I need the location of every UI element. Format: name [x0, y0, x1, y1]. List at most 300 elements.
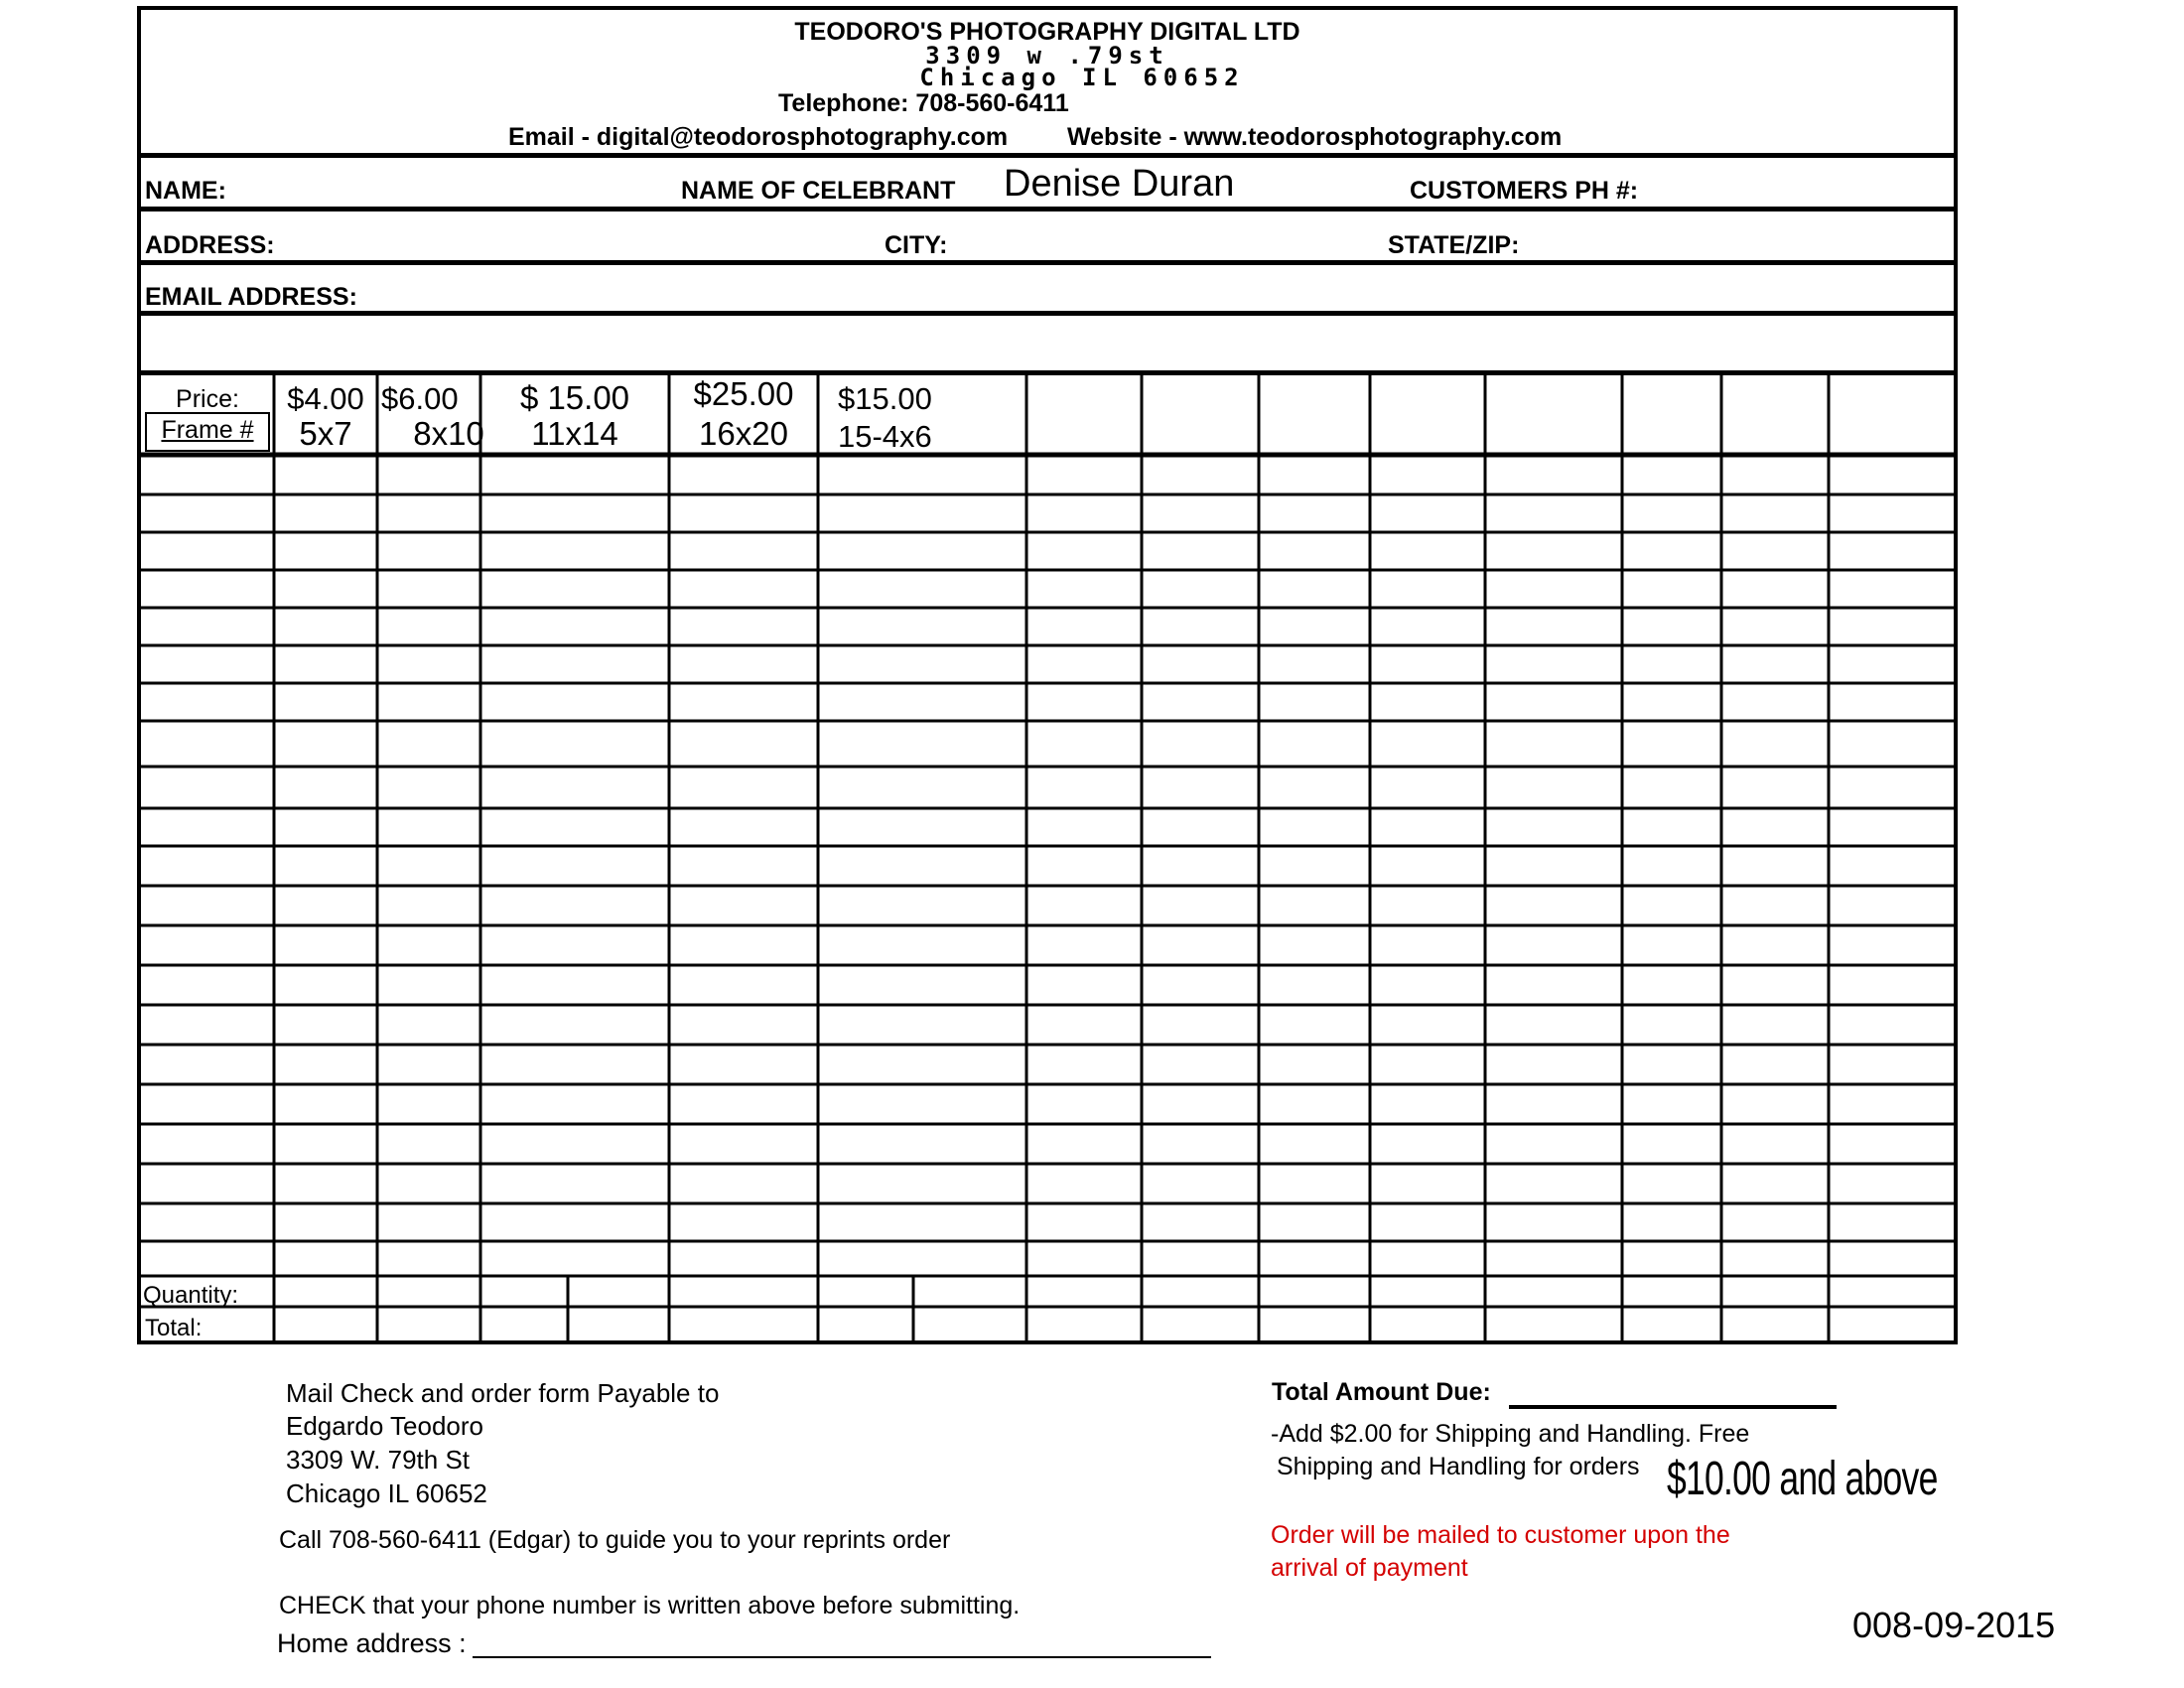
order-quantity-cell[interactable]	[1144, 1007, 1257, 1043]
order-quantity-cell[interactable]	[1624, 457, 1719, 492]
frame-number-cell[interactable]	[143, 647, 272, 681]
order-quantity-cell[interactable]	[1144, 769, 1257, 806]
order-quantity-cell[interactable]	[1028, 723, 1140, 765]
order-quantity-cell[interactable]	[1028, 1047, 1140, 1082]
order-quantity-cell[interactable]	[1372, 572, 1483, 606]
order-quantity-cell[interactable]	[482, 888, 667, 923]
order-quantity-cell[interactable]	[276, 534, 375, 568]
order-quantity-cell[interactable]	[1261, 1047, 1368, 1082]
order-quantity-cell[interactable]	[482, 496, 667, 530]
order-quantity-cell[interactable]	[482, 572, 667, 606]
order-quantity-cell[interactable]	[1624, 1243, 1719, 1274]
order-quantity-cell[interactable]	[482, 810, 667, 844]
order-quantity-cell[interactable]	[379, 967, 478, 1003]
order-quantity-cell[interactable]	[820, 1243, 1024, 1274]
order-quantity-cell[interactable]	[1144, 848, 1257, 884]
order-quantity-cell[interactable]	[671, 647, 816, 681]
order-quantity-cell[interactable]	[1831, 572, 1952, 606]
order-quantity-cell[interactable]	[1831, 888, 1952, 923]
order-quantity-cell[interactable]	[379, 1243, 478, 1274]
frame-number-cell[interactable]	[143, 1243, 272, 1274]
order-quantity-cell[interactable]	[379, 888, 478, 923]
order-quantity-cell[interactable]	[1028, 927, 1140, 963]
order-quantity-cell[interactable]	[1372, 927, 1483, 963]
order-quantity-cell[interactable]	[1831, 1243, 1952, 1274]
order-quantity-cell[interactable]	[671, 888, 816, 923]
order-quantity-cell[interactable]	[1261, 457, 1368, 492]
order-quantity-cell[interactable]	[1144, 1047, 1257, 1082]
order-quantity-cell[interactable]	[671, 534, 816, 568]
order-quantity-cell[interactable]	[1028, 496, 1140, 530]
order-quantity-cell[interactable]	[1028, 888, 1140, 923]
order-quantity-cell[interactable]	[379, 685, 478, 719]
order-quantity-cell[interactable]	[276, 1007, 375, 1043]
order-quantity-cell[interactable]	[1372, 457, 1483, 492]
order-quantity-cell[interactable]	[1831, 647, 1952, 681]
order-quantity-cell[interactable]	[1624, 1205, 1719, 1239]
frame-number-cell[interactable]	[143, 534, 272, 568]
order-quantity-cell[interactable]	[671, 769, 816, 806]
order-quantity-cell[interactable]	[820, 572, 1024, 606]
order-quantity-cell[interactable]	[1372, 685, 1483, 719]
order-quantity-cell[interactable]	[671, 848, 816, 884]
frame-number-cell[interactable]	[143, 685, 272, 719]
order-quantity-cell[interactable]	[1624, 1086, 1719, 1122]
frame-number-cell[interactable]	[143, 888, 272, 923]
order-quantity-cell[interactable]	[482, 848, 667, 884]
frame-number-cell[interactable]	[143, 1205, 272, 1239]
frame-number-cell[interactable]	[143, 457, 272, 492]
order-quantity-cell[interactable]	[820, 647, 1024, 681]
order-quantity-cell[interactable]	[1487, 685, 1620, 719]
order-quantity-cell[interactable]	[1723, 810, 1827, 844]
order-quantity-cell[interactable]	[1372, 1007, 1483, 1043]
order-quantity-cell[interactable]	[1487, 534, 1620, 568]
order-quantity-cell[interactable]	[1261, 1126, 1368, 1162]
order-quantity-cell[interactable]	[671, 457, 816, 492]
frame-number-cell[interactable]	[143, 1126, 272, 1162]
order-quantity-cell[interactable]	[379, 1007, 478, 1043]
order-quantity-cell[interactable]	[671, 496, 816, 530]
frame-number-cell[interactable]	[143, 927, 272, 963]
order-quantity-cell[interactable]	[1144, 1166, 1257, 1201]
frame-number-cell[interactable]	[143, 1166, 272, 1201]
order-quantity-cell[interactable]	[1144, 1126, 1257, 1162]
order-quantity-cell[interactable]	[1487, 888, 1620, 923]
order-quantity-cell[interactable]	[482, 610, 667, 643]
order-quantity-cell[interactable]	[1372, 534, 1483, 568]
order-quantity-cell[interactable]	[482, 534, 667, 568]
order-quantity-cell[interactable]	[1624, 685, 1719, 719]
order-quantity-cell[interactable]	[1144, 496, 1257, 530]
order-quantity-cell[interactable]	[1831, 685, 1952, 719]
order-quantity-cell[interactable]	[379, 610, 478, 643]
order-quantity-cell[interactable]	[1261, 534, 1368, 568]
price-11x14: $ 15.00	[519, 379, 630, 416]
order-quantity-cell[interactable]	[1028, 848, 1140, 884]
order-quantity-cell[interactable]	[671, 685, 816, 719]
order-quantity-cell[interactable]	[1144, 967, 1257, 1003]
order-quantity-cell[interactable]	[1831, 496, 1952, 530]
order-quantity-cell[interactable]	[1831, 927, 1952, 963]
order-quantity-cell[interactable]	[276, 848, 375, 884]
order-quantity-cell[interactable]	[1144, 1205, 1257, 1239]
frame-number-cell[interactable]	[143, 810, 272, 844]
order-quantity-cell[interactable]	[1487, 723, 1620, 765]
order-quantity-cell[interactable]	[482, 1205, 667, 1239]
order-quantity-cell[interactable]	[1723, 1126, 1827, 1162]
order-quantity-cell[interactable]	[276, 1126, 375, 1162]
order-quantity-cell[interactable]	[1624, 927, 1719, 963]
order-quantity-cell[interactable]	[1028, 534, 1140, 568]
order-quantity-cell[interactable]	[1624, 723, 1719, 765]
order-quantity-cell[interactable]	[1261, 967, 1368, 1003]
order-quantity-cell[interactable]	[1144, 810, 1257, 844]
frame-number-cell[interactable]	[143, 769, 272, 806]
order-quantity-cell[interactable]	[1831, 848, 1952, 884]
order-quantity-cell[interactable]	[379, 1047, 478, 1082]
order-quantity-cell[interactable]	[482, 1047, 667, 1082]
order-quantity-cell[interactable]	[1487, 1243, 1620, 1274]
order-quantity-cell[interactable]	[1487, 647, 1620, 681]
order-quantity-cell[interactable]	[1487, 1126, 1620, 1162]
order-quantity-cell[interactable]	[379, 810, 478, 844]
total-amount-due-line[interactable]	[1509, 1405, 1837, 1409]
celebrant-value[interactable]: Denise Duran	[1004, 163, 1235, 205]
frame-number-cell[interactable]	[143, 723, 272, 765]
order-quantity-cell[interactable]	[820, 457, 1024, 492]
order-quantity-cell[interactable]	[276, 1166, 375, 1201]
order-quantity-cell[interactable]	[1624, 888, 1719, 923]
order-quantity-cell[interactable]	[1028, 685, 1140, 719]
order-quantity-cell[interactable]	[1028, 1086, 1140, 1122]
order-quantity-cell[interactable]	[276, 927, 375, 963]
order-quantity-cell[interactable]	[1028, 610, 1140, 643]
order-quantity-cell[interactable]	[1144, 685, 1257, 719]
order-quantity-cell[interactable]	[1624, 610, 1719, 643]
order-quantity-cell[interactable]	[1372, 1243, 1483, 1274]
order-quantity-cell[interactable]	[276, 496, 375, 530]
order-quantity-cell[interactable]	[1723, 1047, 1827, 1082]
order-quantity-cell[interactable]	[1028, 967, 1140, 1003]
order-quantity-cell[interactable]	[1487, 1047, 1620, 1082]
order-quantity-cell[interactable]	[379, 723, 478, 765]
order-quantity-cell[interactable]	[1028, 1205, 1140, 1239]
order-quantity-cell[interactable]	[1831, 967, 1952, 1003]
order-quantity-cell[interactable]	[1624, 810, 1719, 844]
order-quantity-cell[interactable]	[379, 572, 478, 606]
order-quantity-cell[interactable]	[671, 610, 816, 643]
order-quantity-cell[interactable]	[1372, 1166, 1483, 1201]
order-quantity-cell[interactable]	[1372, 647, 1483, 681]
order-quantity-cell[interactable]	[379, 927, 478, 963]
order-quantity-cell[interactable]	[1372, 1086, 1483, 1122]
order-quantity-cell[interactable]	[671, 1126, 816, 1162]
order-quantity-cell[interactable]	[1487, 769, 1620, 806]
order-quantity-cell[interactable]	[276, 1243, 375, 1274]
order-quantity-cell[interactable]	[276, 967, 375, 1003]
order-quantity-cell[interactable]	[482, 1126, 667, 1162]
order-quantity-cell[interactable]	[671, 927, 816, 963]
order-quantity-cell[interactable]	[276, 685, 375, 719]
order-quantity-cell[interactable]	[1144, 647, 1257, 681]
order-quantity-cell[interactable]	[1624, 1007, 1719, 1043]
order-quantity-cell[interactable]	[820, 685, 1024, 719]
order-quantity-cell[interactable]	[671, 1007, 816, 1043]
order-quantity-cell[interactable]	[1372, 848, 1483, 884]
order-quantity-cell[interactable]	[820, 534, 1024, 568]
order-quantity-cell[interactable]	[482, 1007, 667, 1043]
order-quantity-cell[interactable]	[1028, 1166, 1140, 1201]
order-quantity-cell[interactable]	[1028, 1126, 1140, 1162]
order-quantity-cell[interactable]	[820, 1205, 1024, 1239]
frame-number-cell[interactable]	[143, 1007, 272, 1043]
order-quantity-cell[interactable]	[276, 1205, 375, 1239]
order-quantity-cell[interactable]	[1831, 1047, 1952, 1082]
order-quantity-cell[interactable]	[671, 572, 816, 606]
frame-number-cell[interactable]	[143, 572, 272, 606]
order-quantity-cell[interactable]	[1723, 1086, 1827, 1122]
order-quantity-cell[interactable]	[1028, 769, 1140, 806]
order-quantity-cell[interactable]	[1487, 457, 1620, 492]
order-quantity-cell[interactable]	[1723, 1007, 1827, 1043]
order-quantity-cell[interactable]	[1831, 534, 1952, 568]
order-quantity-cell[interactable]	[1372, 1047, 1483, 1082]
order-quantity-cell[interactable]	[1487, 496, 1620, 530]
order-quantity-cell[interactable]	[1723, 888, 1827, 923]
frame-number-cell[interactable]	[143, 1047, 272, 1082]
order-quantity-cell[interactable]	[820, 1086, 1024, 1122]
order-quantity-cell[interactable]	[1723, 647, 1827, 681]
order-quantity-cell[interactable]	[1028, 647, 1140, 681]
order-quantity-cell[interactable]	[379, 769, 478, 806]
order-quantity-cell[interactable]	[1624, 967, 1719, 1003]
order-quantity-cell[interactable]	[1487, 610, 1620, 643]
order-quantity-cell[interactable]	[1831, 457, 1952, 492]
order-quantity-cell[interactable]	[379, 1126, 478, 1162]
order-quantity-cell[interactable]	[276, 572, 375, 606]
order-quantity-cell[interactable]	[1261, 723, 1368, 765]
order-quantity-cell[interactable]	[1261, 888, 1368, 923]
order-quantity-cell[interactable]	[482, 769, 667, 806]
order-quantity-cell[interactable]	[482, 723, 667, 765]
order-quantity-cell[interactable]	[276, 647, 375, 681]
frame-number-cell[interactable]	[143, 848, 272, 884]
order-quantity-cell[interactable]	[1487, 967, 1620, 1003]
order-quantity-cell[interactable]	[1372, 810, 1483, 844]
order-quantity-cell[interactable]	[1831, 1086, 1952, 1122]
order-quantity-cell[interactable]	[1261, 685, 1368, 719]
frame-number-cell[interactable]	[143, 967, 272, 1003]
order-quantity-cell[interactable]	[1831, 1007, 1952, 1043]
order-quantity-cell[interactable]	[482, 457, 667, 492]
order-quantity-cell[interactable]	[379, 1205, 478, 1239]
order-quantity-cell[interactable]	[1028, 1007, 1140, 1043]
order-quantity-cell[interactable]	[276, 1086, 375, 1122]
order-quantity-cell[interactable]	[276, 888, 375, 923]
order-quantity-cell[interactable]	[1144, 610, 1257, 643]
order-quantity-cell[interactable]	[276, 1047, 375, 1082]
order-quantity-cell[interactable]	[276, 769, 375, 806]
order-quantity-cell[interactable]	[482, 685, 667, 719]
order-quantity-cell[interactable]	[1261, 496, 1368, 530]
order-quantity-cell[interactable]	[1028, 457, 1140, 492]
order-quantity-cell[interactable]	[1261, 810, 1368, 844]
order-quantity-cell[interactable]	[671, 967, 816, 1003]
order-quantity-cell[interactable]	[379, 647, 478, 681]
order-quantity-cell[interactable]	[1372, 888, 1483, 923]
order-quantity-cell[interactable]	[820, 1047, 1024, 1082]
order-quantity-cell[interactable]	[1487, 810, 1620, 844]
order-quantity-cell[interactable]	[1261, 769, 1368, 806]
order-quantity-cell[interactable]	[820, 1126, 1024, 1162]
order-quantity-cell[interactable]	[1261, 1007, 1368, 1043]
frame-number-cell[interactable]	[143, 496, 272, 530]
order-quantity-cell[interactable]	[1487, 927, 1620, 963]
order-quantity-cell[interactable]	[1372, 769, 1483, 806]
order-quantity-cell[interactable]	[1723, 848, 1827, 884]
order-quantity-cell[interactable]	[276, 810, 375, 844]
order-quantity-cell[interactable]	[820, 927, 1024, 963]
order-quantity-cell[interactable]	[379, 848, 478, 884]
order-quantity-cell[interactable]	[820, 848, 1024, 884]
order-quantity-cell[interactable]	[1261, 647, 1368, 681]
order-quantity-cell[interactable]	[1028, 572, 1140, 606]
order-quantity-cell[interactable]	[482, 1243, 667, 1274]
order-quantity-cell[interactable]	[820, 723, 1024, 765]
order-quantity-cell[interactable]	[1831, 1205, 1952, 1239]
order-quantity-cell[interactable]	[820, 769, 1024, 806]
order-quantity-cell[interactable]	[1624, 769, 1719, 806]
order-quantity-cell[interactable]	[379, 496, 478, 530]
divider	[141, 260, 1954, 265]
order-quantity-cell[interactable]	[820, 1166, 1024, 1201]
order-quantity-cell[interactable]	[1624, 1126, 1719, 1162]
mail-line-2: Edgardo Teodoro	[286, 1411, 484, 1441]
order-quantity-cell[interactable]	[1723, 927, 1827, 963]
order-quantity-cell[interactable]	[1723, 1205, 1827, 1239]
order-quantity-cell[interactable]	[671, 1205, 816, 1239]
order-quantity-cell[interactable]	[1372, 1205, 1483, 1239]
order-quantity-cell[interactable]	[1487, 572, 1620, 606]
order-quantity-cell[interactable]	[820, 1007, 1024, 1043]
order-quantity-cell[interactable]	[1261, 927, 1368, 963]
order-quantity-cell[interactable]	[482, 967, 667, 1003]
order-quantity-cell[interactable]	[1261, 610, 1368, 643]
order-quantity-cell[interactable]	[1144, 1243, 1257, 1274]
order-quantity-cell[interactable]	[1723, 967, 1827, 1003]
order-quantity-cell[interactable]	[1372, 723, 1483, 765]
order-quantity-cell[interactable]	[1487, 1166, 1620, 1201]
order-quantity-cell[interactable]	[276, 723, 375, 765]
order-quantity-cell[interactable]	[1723, 769, 1827, 806]
order-quantity-cell[interactable]	[820, 888, 1024, 923]
order-quantity-cell[interactable]	[379, 1166, 478, 1201]
order-quantity-cell[interactable]	[1144, 457, 1257, 492]
order-quantity-cell[interactable]	[1261, 572, 1368, 606]
order-quantity-cell[interactable]	[1723, 1243, 1827, 1274]
order-quantity-cell[interactable]	[671, 1086, 816, 1122]
order-quantity-cell[interactable]	[1487, 1205, 1620, 1239]
order-quantity-cell[interactable]	[820, 610, 1024, 643]
order-quantity-cell[interactable]	[1723, 723, 1827, 765]
order-quantity-cell[interactable]	[1723, 1166, 1827, 1201]
order-quantity-cell[interactable]	[1624, 1047, 1719, 1082]
order-quantity-cell[interactable]	[1831, 1126, 1952, 1162]
order-quantity-cell[interactable]	[1723, 496, 1827, 530]
order-quantity-cell[interactable]	[671, 1047, 816, 1082]
order-quantity-cell[interactable]	[1831, 610, 1952, 643]
frame-number-cell[interactable]	[143, 1086, 272, 1122]
frame-number-cell[interactable]	[143, 610, 272, 643]
order-quantity-cell[interactable]	[1487, 1007, 1620, 1043]
order-quantity-cell[interactable]	[1372, 1126, 1483, 1162]
order-quantity-cell[interactable]	[1624, 1166, 1719, 1201]
order-quantity-cell[interactable]	[1372, 610, 1483, 643]
home-address-line[interactable]	[473, 1656, 1211, 1658]
order-quantity-cell[interactable]	[1831, 1166, 1952, 1201]
order-quantity-cell[interactable]	[1831, 810, 1952, 844]
order-quantity-cell[interactable]	[1144, 888, 1257, 923]
order-quantity-cell[interactable]	[820, 810, 1024, 844]
order-quantity-cell[interactable]	[1624, 848, 1719, 884]
order-quantity-cell[interactable]	[671, 810, 816, 844]
order-quantity-cell[interactable]	[276, 610, 375, 643]
order-quantity-cell[interactable]	[1487, 848, 1620, 884]
order-quantity-cell[interactable]	[1723, 534, 1827, 568]
order-quantity-cell[interactable]	[1723, 572, 1827, 606]
order-quantity-cell[interactable]	[1372, 967, 1483, 1003]
order-quantity-cell[interactable]	[482, 1166, 667, 1201]
order-quantity-cell[interactable]	[482, 647, 667, 681]
order-quantity-cell[interactable]	[1723, 685, 1827, 719]
order-quantity-cell[interactable]	[482, 927, 667, 963]
order-quantity-cell[interactable]	[1261, 848, 1368, 884]
order-quantity-cell[interactable]	[1624, 572, 1719, 606]
order-quantity-cell[interactable]	[1831, 723, 1952, 765]
order-quantity-cell[interactable]	[1144, 534, 1257, 568]
order-quantity-cell[interactable]	[1028, 810, 1140, 844]
order-quantity-cell[interactable]	[379, 457, 478, 492]
order-quantity-cell[interactable]	[1028, 1243, 1140, 1274]
order-quantity-cell[interactable]	[1261, 1205, 1368, 1239]
order-quantity-cell[interactable]	[1261, 1086, 1368, 1122]
order-quantity-cell[interactable]	[1624, 534, 1719, 568]
order-quantity-cell[interactable]	[1624, 647, 1719, 681]
order-quantity-cell[interactable]	[1624, 496, 1719, 530]
order-quantity-cell[interactable]	[379, 1086, 478, 1122]
order-quantity-cell[interactable]	[1723, 610, 1827, 643]
order-quantity-cell[interactable]	[1144, 572, 1257, 606]
order-quantity-cell[interactable]	[820, 967, 1024, 1003]
order-quantity-cell[interactable]	[671, 1243, 816, 1274]
order-quantity-cell[interactable]	[820, 496, 1024, 530]
order-quantity-cell[interactable]	[1144, 927, 1257, 963]
order-quantity-cell[interactable]	[1261, 1166, 1368, 1201]
order-quantity-cell[interactable]	[1144, 723, 1257, 765]
order-quantity-cell[interactable]	[1831, 769, 1952, 806]
order-quantity-cell[interactable]	[671, 1166, 816, 1201]
order-quantity-cell[interactable]	[1261, 1243, 1368, 1274]
order-quantity-cell[interactable]	[1144, 1086, 1257, 1122]
order-quantity-cell[interactable]	[379, 534, 478, 568]
order-quantity-cell[interactable]	[1372, 496, 1483, 530]
order-quantity-cell[interactable]	[482, 1086, 667, 1122]
order-quantity-cell[interactable]	[671, 723, 816, 765]
order-quantity-cell[interactable]	[1723, 457, 1827, 492]
order-quantity-cell[interactable]	[1487, 1086, 1620, 1122]
order-quantity-cell[interactable]	[276, 457, 375, 492]
